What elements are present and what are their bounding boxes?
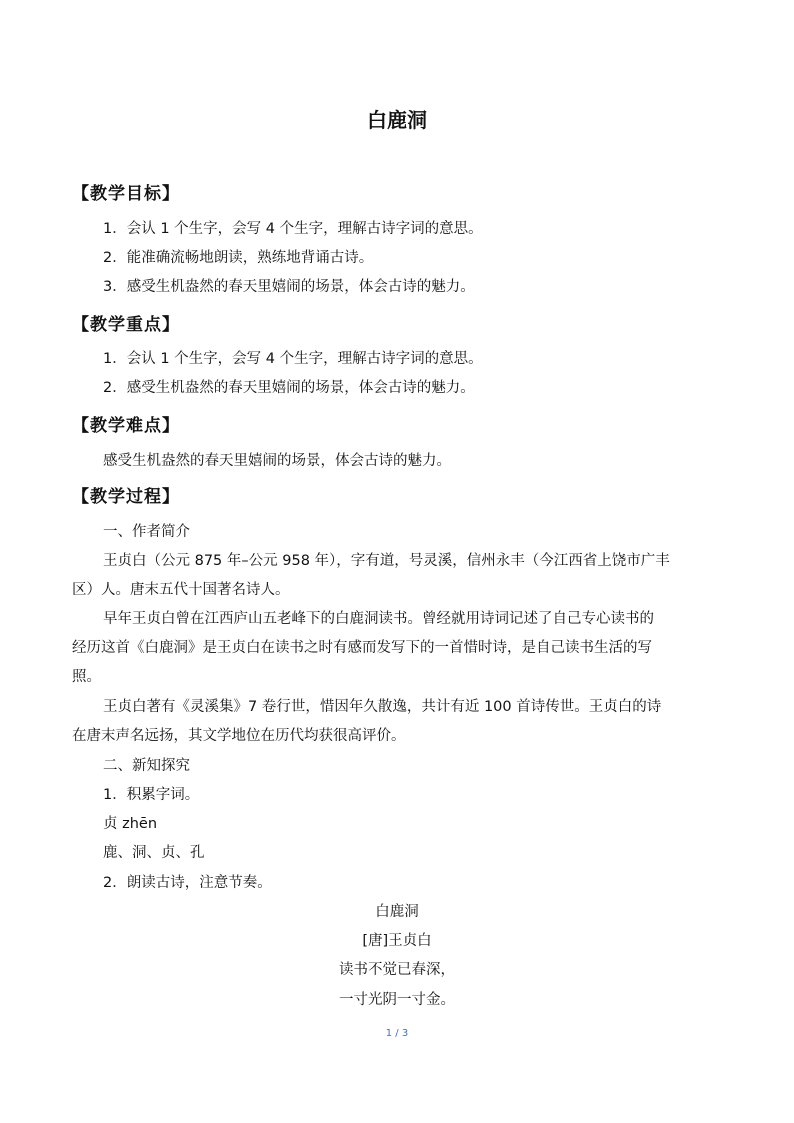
characters-line: 鹿、洞、贞、孔: [103, 845, 205, 861]
new-knowledge-heading: 二、新知探究: [103, 758, 190, 774]
author-heading: 一、作者简介: [103, 524, 190, 540]
poem-line-2: 一寸光阴一寸金。: [339, 992, 455, 1008]
key-points-item-1: 1．会认 1 个生字，会写 4 个生字，理解古诗字词的意思。: [103, 351, 483, 367]
poem-author: [唐]王贞白: [362, 933, 432, 949]
step-2: 2．朗读古诗，注意节奏。: [103, 875, 272, 891]
author-paragraph-3-line-1: 王贞白著有《灵溪集》7 卷行世，惜因年久散逸，共计有近 100 首诗传世。王贞白的诗: [103, 699, 662, 715]
author-paragraph-3-line-2: 在唐末声名远扬，其文学地位在历代均获很高评价。: [72, 728, 406, 744]
process-heading: 【教学过程】: [72, 487, 180, 507]
pinyin-line: 贞 zhēn: [103, 816, 158, 832]
author-paragraph-1-line-2: 区）人。唐末五代十国著名诗人。: [72, 582, 290, 598]
objectives-item-2: 2．能准确流畅地朗读，熟练地背诵古诗。: [103, 250, 374, 266]
author-paragraph-2-line-1: 早年王贞白曾在江西庐山五老峰下的白鹿洞读书。曾经就用诗词记述了自己专心读书的: [103, 611, 654, 627]
document-title: 白鹿洞: [367, 108, 427, 132]
objectives-item-3: 3．感受生机盎然的春天里嬉闹的场景，体会古诗的魅力。: [103, 279, 475, 295]
objectives-item-1: 1．会认 1 个生字，会写 4 个生字，理解古诗字词的意思。: [103, 221, 483, 237]
key-points-item-2: 2．感受生机盎然的春天里嬉闹的场景，体会古诗的魅力。: [103, 380, 475, 396]
author-paragraph-2-line-2: 经历这首《白鹿洞》是王贞白在读书之时有感而发写下的一首惜时诗，是自己读书生活的写: [72, 640, 652, 656]
objectives-heading: 【教学目标】: [72, 184, 180, 204]
author-paragraph-2-line-3: 照。: [72, 669, 101, 685]
difficulties-heading: 【教学难点】: [72, 416, 180, 436]
author-paragraph-1-line-1: 王贞白（公元 875 年–公元 958 年），字有道，号灵溪，信州永丰（今江西省上饶市广丰: [103, 553, 670, 569]
poem-line-1: 读书不觉已春深，: [339, 962, 455, 978]
difficulties-text: 感受生机盎然的春天里嬉闹的场景，体会古诗的魅力。: [103, 453, 451, 469]
key-points-heading: 【教学重点】: [72, 315, 180, 335]
poem-title: 白鹿洞: [375, 904, 419, 920]
step-1: 1．积累字词。: [103, 787, 200, 803]
page-number: 1 / 3: [385, 1028, 409, 1039]
